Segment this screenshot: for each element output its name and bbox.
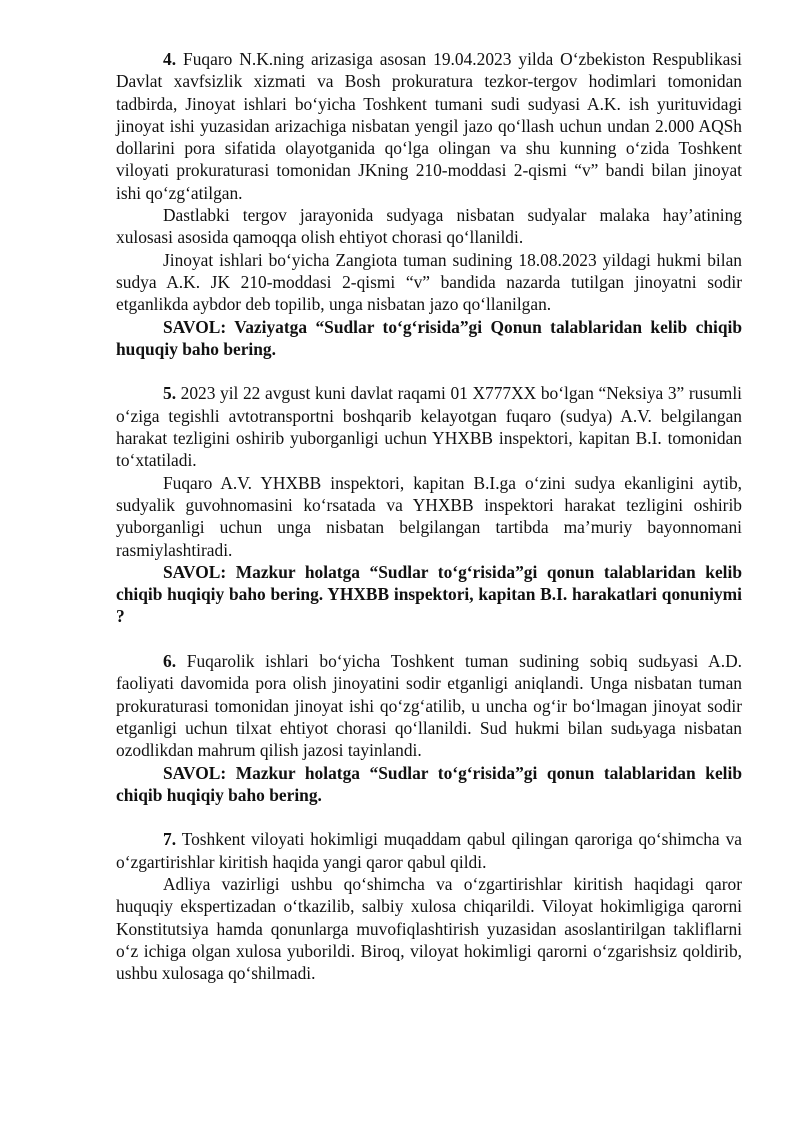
case-question: SAVOL: Vaziyatga “Sudlar to‘g‘risida”gi Qonun talablaridan kelib chiqib huquqiy baho bering. (116, 316, 742, 359)
case-number: 7. (163, 829, 177, 850)
case-number: 6. (163, 651, 177, 672)
case-intro-text: 2023 yil 22 avgust kuni davlat raqami 01 X777XX bo‘lgan “Neksiya 3” rusumli o‘ziga tegishli avtotransportni boshqarib kelayotgan fuqaro (sudya) A.V. belgilangan harakat tezligini oshirib yuborganligi uchun YHXBB inspektori, kapitan B.I. tomonidan to‘xtatiladi. (116, 383, 742, 471)
case-intro-text: Fuqaro N.K.ning arizasiga asosan 19.04.2023 yilda O‘zbekiston Respublikasi Davlat xavfsizlik xizmati va Bosh prokuratura tezkor-tergov hodimlari tomonidan tadbirda, Jinoyat ishlari bo‘yicha Toshkent tumani sudi sudyasi A.K. ish yurituvidagi jinoyat ishi yuzasidan arizachiga nisbatan yengil jazo qo‘llash uchun undan 2.000 AQSh dollarini pora sifatida olayotganida qo‘lga olingan va shu kunning o‘zida Toshkent viloyati prokuraturasi tomonidan JKning 210-moddasi 2-qismi “v” bandi bilan jinoyat ishi qo‘zg‘atilgan. (116, 49, 742, 203)
case-section-4 (116, 48, 742, 360)
case-paragraph: Adliya vazirligi ushbu qo‘shimcha va o‘zgartirishlar kiritish haqidagi qaror huquqiy ekspertizadan o‘tkazilib, salbiy xulosa chiqarildi. Viloyat hokimligiga qarorni Konstitutsiya hamda qonunlarga muvofiqlashtirish yuzasidan asoslantirilgan takliflarni o‘z ichiga olgan xulosa yuborildi. Biroq, viloyat hokimligi qarorni o‘zgarishsiz qoldirib, ushbu xulosaga qo‘shilmadi. (116, 873, 742, 984)
case-number: 5. (163, 383, 177, 404)
case-section-5 (116, 382, 742, 627)
case-intro-text: Toshkent viloyati hokimligi muqaddam qabul qilingan qaroriga qo‘shimcha va o‘zgartirishlar kiritish haqida yangi qaror qabul qildi. (116, 829, 742, 872)
case-paragraph: Jinoyat ishlari bo‘yicha Zangiota tuman sudining 18.08.2023 yildagi hukmi bilan sudya A.K. JK 210-moddasi 2-qismi “v” bandida nazarda tutilgan jinoyatni sodir etganlikda aybdor deb topilib, unga nisbatan jazo qo‘llanilgan. (116, 249, 742, 315)
case-section-6 (116, 650, 742, 806)
case-intro-paragraph (116, 650, 742, 761)
section-spacer (116, 628, 742, 650)
section-spacer (116, 806, 742, 828)
case-section-7 (116, 828, 742, 984)
case-intro-paragraph (116, 382, 742, 471)
case-paragraph: Dastlabki tergov jarayonida sudyaga nisbatan sudyalar malaka hay’atining xulosasi asosida qamoqqa olish ehtiyot chorasi qo‘llanildi. (116, 205, 742, 248)
section-spacer (116, 360, 742, 382)
case-intro-text: Fuqarolik ishlari bo‘yicha Toshkent tuman sudining sobiq sudьyasi A.D. faoliyati davomida pora olish jinoyatini sodir etganligi aniqlandi. Unga nisbatan tuman prokuraturasi tomonidan jinoyat ishi qo‘zg‘atilib, u uncha og‘ir bo‘lmagan jinoyat sodir etganligi uchun tilxat ehtiyot chorasi qo‘llanildi. Sud hukmi bilan sudьyaga nisbatan ozodlikdan mahrum qilish jazosi tayinlandi. (116, 651, 742, 761)
case-question: SAVOL: Mazkur holatga “Sudlar to‘g‘risida”gi qonun talablaridan kelib chiqib huqiqiy baho bering. (116, 762, 742, 805)
case-intro-paragraph (116, 48, 742, 204)
case-intro-paragraph (116, 828, 742, 873)
case-paragraph: Fuqaro A.V. YHXBB inspektori, kapitan B.I.ga o‘zini sudya ekanligini aytib, sudyalik guvohnomasini ko‘rsatada va YHXBB inspektori harakat tezligini oshirib yuborganligi uchun unga nisbatan belgilangan tartibda ma’muriy bayonnomani rasmiylashtiradi. (116, 472, 742, 560)
case-number: 4. (163, 49, 177, 69)
case-question: SAVOL: Mazkur holatga “Sudlar to‘g‘risida”gi qonun talablaridan kelib chiqib huqiqiy baho bering. YHXBB inspektori, kapitan B.I. harakatlari qonuniymi ? (116, 561, 742, 627)
document-page (116, 48, 742, 984)
